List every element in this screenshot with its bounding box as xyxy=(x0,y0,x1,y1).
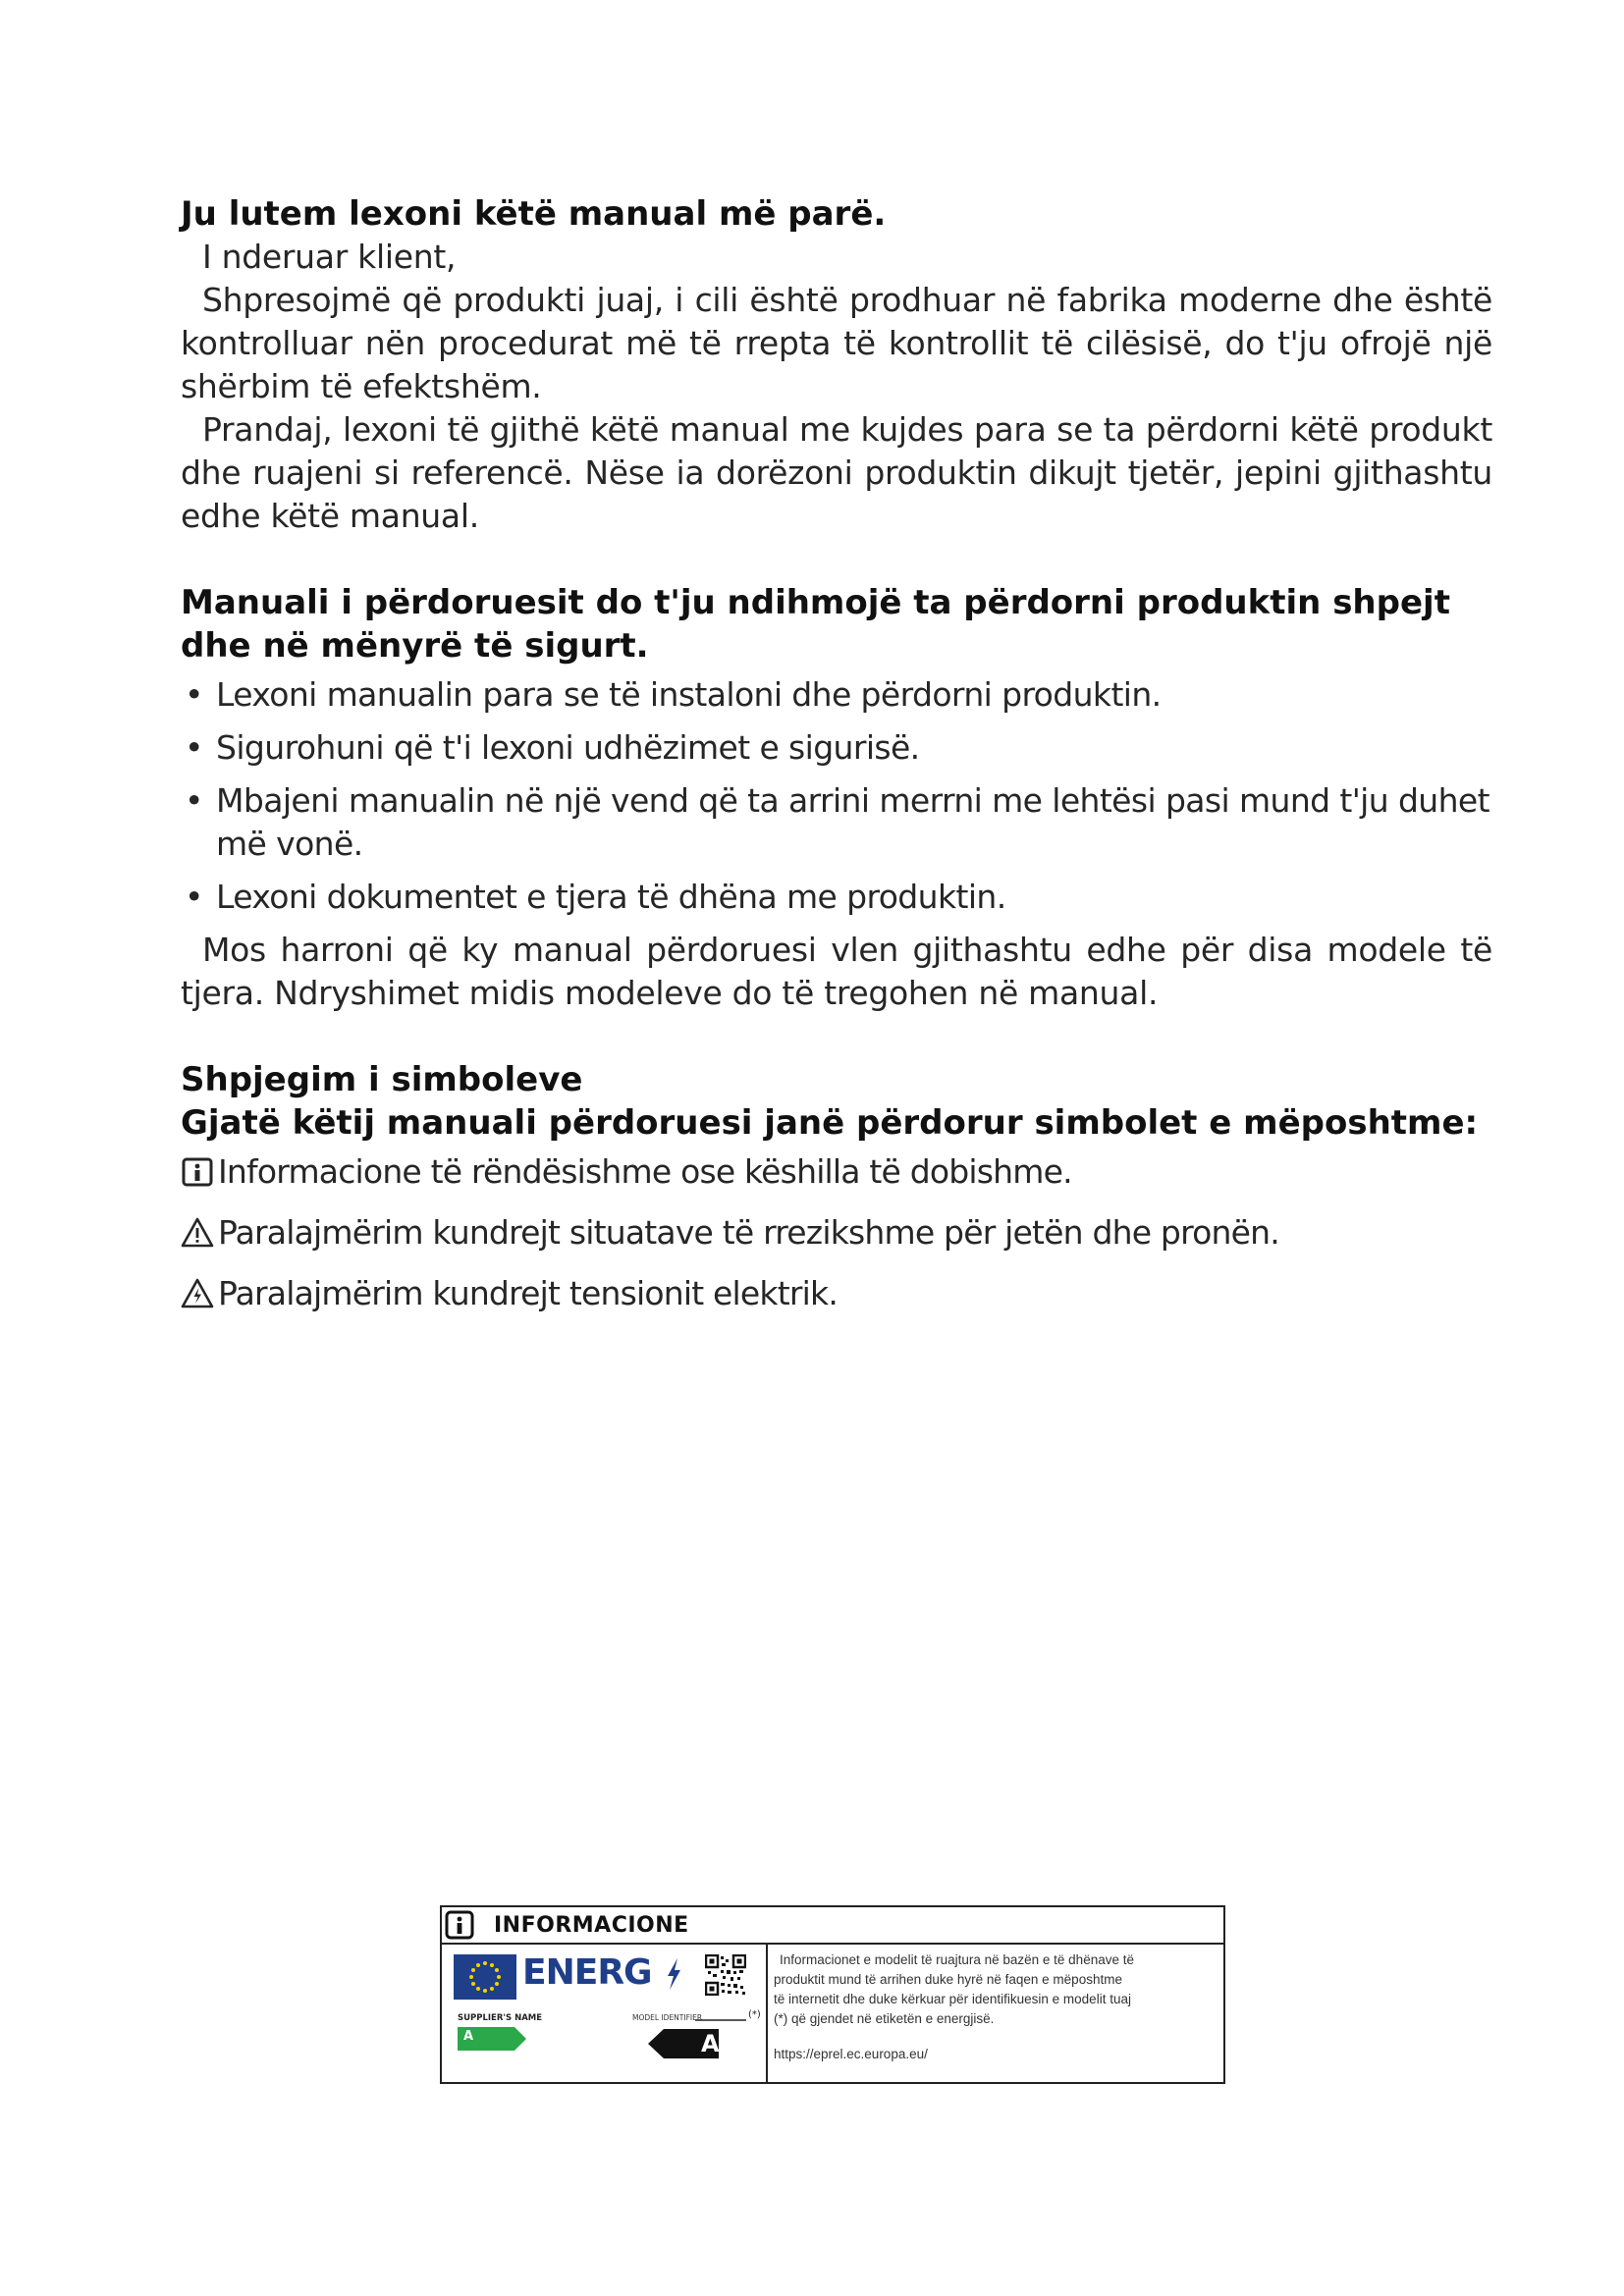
intro-paragraph-1: Shpresojmë që produkti juaj, i cili është prodhuar në fabrika moderne dhe është kontrolluar nën procedurat më të rrepta të kontrollit të cilësisë, do t'ju ofrojë një shërbim të efektshëm. xyxy=(181,281,1492,405)
symbol-text-info: Informacione të rëndësishme ose këshilla të dobishme. xyxy=(218,1152,1072,1191)
symbols-heading: Shpjegim i simboleve xyxy=(181,1060,583,1099)
symbol-text-warning: Paralajmërim kundrejt situatave të rrezikshme për jetën dhe pronën. xyxy=(218,1213,1279,1252)
lightning-icon xyxy=(664,1956,683,1992)
pointer-line xyxy=(695,2017,746,2023)
energy-class-arrow-text: A xyxy=(701,2030,720,2057)
list-item: • Mbajeni manualin në një vend që ta arrini merrni me lehtësi pasi mund t'ju duhet më vonë. xyxy=(185,781,1489,863)
information-box-header xyxy=(442,1907,1223,1943)
supplier-name-label: SUPPLIER'S NAME xyxy=(458,2013,543,2023)
section2-heading: Manuali i përdoruesit do t'ju ndihmojë ta përdorni produktin shpejt dhe në mënyrë të sigurt. xyxy=(181,583,1450,666)
symbols-subheading: Gjatë këtij manuali përdoruesi janë përdorur simbolet e mëposhtme: xyxy=(181,1103,1479,1143)
instruction-list xyxy=(181,673,1492,919)
bullet-icon: • xyxy=(185,878,203,916)
energy-label-panel xyxy=(442,1943,768,2082)
page-content xyxy=(181,192,1492,1315)
symbol-row-info xyxy=(181,1150,1492,1194)
info-icon xyxy=(181,1155,214,1189)
description-line: (*) që gjendet në etiketën e energjisë. xyxy=(774,2011,995,2026)
eu-flag-icon xyxy=(454,1954,516,2000)
description-line: produktit mund të arrihen duke hyrë në faqen e mëposhtme xyxy=(774,1972,1122,1987)
information-description xyxy=(768,1943,1223,2082)
information-box xyxy=(440,1905,1225,2084)
bullet-icon: • xyxy=(185,781,203,820)
symbol-row-warning xyxy=(181,1211,1492,1255)
symbol-text-electric: Paralajmërim kundrejt tensionit elektrik. xyxy=(218,1274,839,1312)
energy-class-bar-text: A xyxy=(463,2029,474,2044)
section1-heading: Ju lutem lexoni këtë manual më parë. xyxy=(181,194,887,234)
qr-code-icon xyxy=(705,1954,746,1996)
bullet-icon: • xyxy=(185,728,203,767)
model-identifier-label: MODEL IDENTIFIER xyxy=(632,2013,703,2022)
energy-label xyxy=(454,1950,761,2078)
description-line: të internetit dhe duke kërkuar për identifikuesin e modelit tuaj xyxy=(774,1992,1131,2006)
asterisk-marker: (*) xyxy=(748,2009,761,2020)
list-item: • Lexoni dokumentet e tjera të dhëna me produktin. xyxy=(181,876,1492,919)
models-note: Mos harroni që ky manual përdoruesi vlen gjithashtu edhe për disa modele të tjera. Ndryshimet midis modeleve do të tregohen në manual. xyxy=(181,931,1492,1012)
bullet-icon: • xyxy=(185,675,203,714)
list-item: • Lexoni manualin para se të instaloni dhe përdorni produktin. xyxy=(181,673,1492,717)
description-line: Informacionet e modelit të ruajtura në bazën e të dhënave të xyxy=(780,1952,1134,1967)
info-icon xyxy=(445,1910,474,1940)
symbol-row-electric xyxy=(181,1272,1492,1315)
information-box-title: INFORMACIONE xyxy=(494,1912,689,1938)
eprel-link[interactable]: https://eprel.ec.europa.eu/ xyxy=(774,2047,928,2061)
list-item: • Sigurohuni që t'i lexoni udhëzimet e sigurisë. xyxy=(181,726,1492,770)
electric-warning-icon xyxy=(181,1277,214,1310)
warning-triangle-icon xyxy=(181,1216,214,1250)
intro-paragraph-2: Prandaj, lexoni të gjithë këtë manual me kujdes para se ta përdorni këtë produkt dhe ruajeni si referencë. Nëse ia dorëzoni produktin dikujt tjetër, jepini gjithashtu edhe këtë manual. xyxy=(181,410,1492,535)
greeting: I nderuar klient, xyxy=(202,238,457,276)
energy-brand-text: ENERG xyxy=(522,1952,652,1993)
